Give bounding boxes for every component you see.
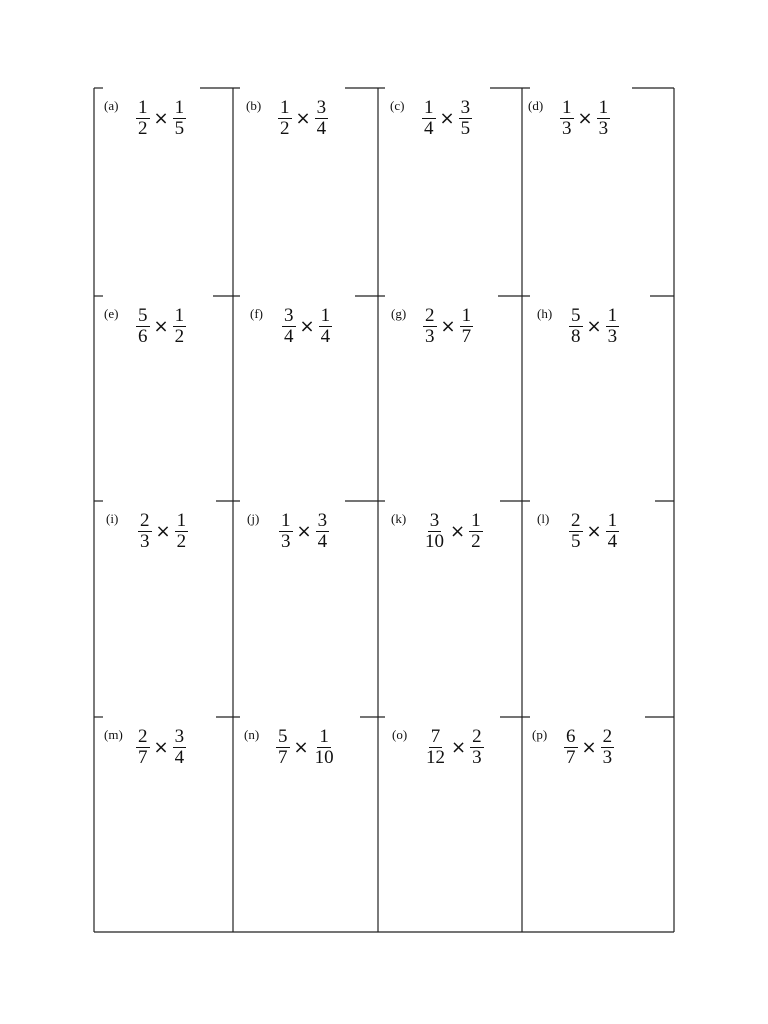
numerator: 1 xyxy=(607,304,618,326)
denominator: 4 xyxy=(284,325,294,347)
denominator: 10 xyxy=(314,746,334,768)
problem-label: (e) xyxy=(104,306,119,321)
multiply-sign: × xyxy=(451,736,467,758)
multiply-sign: × xyxy=(577,107,593,129)
numerator: 5 xyxy=(571,304,581,326)
fraction xyxy=(569,306,583,347)
fraction xyxy=(175,511,189,552)
denominator: 3 xyxy=(425,325,435,347)
problem-label: (c) xyxy=(390,98,405,113)
fraction xyxy=(173,306,187,347)
fraction-expression xyxy=(564,727,614,768)
fraction-expression xyxy=(136,306,186,347)
numerator: 1 xyxy=(280,96,290,118)
problem-label: (g) xyxy=(391,306,407,321)
problem-label: (o) xyxy=(392,727,408,742)
fraction xyxy=(564,727,578,768)
fraction xyxy=(282,306,296,347)
problem-e xyxy=(104,296,186,356)
numerator: 1 xyxy=(281,509,291,531)
denominator: 5 xyxy=(571,530,581,552)
fraction xyxy=(601,727,615,768)
problem-label: (i) xyxy=(106,511,119,526)
multiply-sign: × xyxy=(439,107,455,129)
numerator: 2 xyxy=(472,725,482,747)
problem-label: (b) xyxy=(246,98,262,113)
numerator: 3 xyxy=(429,509,440,531)
numerator: 1 xyxy=(471,509,481,531)
problem-g xyxy=(391,296,473,356)
fraction xyxy=(470,727,484,768)
problem-label: (h) xyxy=(537,306,553,321)
problem-label: (n) xyxy=(244,727,260,742)
problem-label: (p) xyxy=(532,727,548,742)
problem-p xyxy=(532,717,614,777)
problem-c xyxy=(390,88,472,148)
numerator: 1 xyxy=(424,96,434,118)
denominator: 2 xyxy=(280,117,290,139)
denominator: 12 xyxy=(426,746,445,768)
problem-label: (a) xyxy=(104,98,119,113)
denominator: 5 xyxy=(174,117,185,139)
numerator: 1 xyxy=(598,96,609,118)
denominator: 7 xyxy=(278,746,288,768)
multiply-sign: × xyxy=(296,520,312,542)
fraction xyxy=(136,306,150,347)
numerator: 1 xyxy=(320,304,331,326)
denominator: 4 xyxy=(174,746,185,768)
fraction-expression xyxy=(136,727,186,768)
fraction xyxy=(136,98,150,139)
fraction xyxy=(138,511,152,552)
denominator: 3 xyxy=(472,746,482,768)
multiply-sign: × xyxy=(450,520,466,542)
problem-k xyxy=(391,501,483,561)
denominator: 6 xyxy=(138,325,148,347)
fraction xyxy=(569,511,583,552)
problem-h xyxy=(537,296,619,356)
multiply-sign: × xyxy=(440,315,456,337)
numerator: 3 xyxy=(284,304,294,326)
problem-label: (m) xyxy=(104,727,123,742)
fraction xyxy=(313,727,336,768)
numerator: 2 xyxy=(602,725,613,747)
multiply-sign: × xyxy=(153,736,169,758)
numerator: 1 xyxy=(461,304,472,326)
fraction-expression xyxy=(423,511,483,552)
multiply-sign: × xyxy=(293,736,309,758)
fraction xyxy=(424,727,447,768)
fraction-expression xyxy=(136,98,186,139)
problem-n xyxy=(244,717,336,777)
fraction xyxy=(423,306,437,347)
fraction xyxy=(469,511,483,552)
multiply-sign: × xyxy=(153,107,169,129)
numerator: 1 xyxy=(319,725,329,747)
fraction-expression xyxy=(423,306,473,347)
problem-i xyxy=(106,501,188,561)
problem-d xyxy=(528,88,610,148)
problem-a xyxy=(104,88,186,148)
fraction xyxy=(606,511,620,552)
problem-f xyxy=(250,296,332,356)
numerator: 1 xyxy=(138,96,148,118)
numerator: 7 xyxy=(430,725,441,747)
fraction-expression xyxy=(569,306,619,347)
fraction-expression xyxy=(282,306,332,347)
fraction-expression xyxy=(138,511,188,552)
denominator: 3 xyxy=(281,530,291,552)
problem-j xyxy=(247,501,329,561)
denominator: 2 xyxy=(138,117,148,139)
multiply-sign: × xyxy=(299,315,315,337)
denominator: 3 xyxy=(562,117,572,139)
multiply-sign: × xyxy=(295,107,311,129)
numerator: 2 xyxy=(571,509,581,531)
fraction xyxy=(315,98,329,139)
multiply-sign: × xyxy=(581,736,597,758)
fraction-expression xyxy=(278,98,328,139)
denominator: 4 xyxy=(317,530,328,552)
denominator: 4 xyxy=(607,530,618,552)
numerator: 5 xyxy=(138,304,148,326)
problem-o xyxy=(392,717,484,777)
denominator: 2 xyxy=(174,325,185,347)
problem-b xyxy=(246,88,328,148)
fraction xyxy=(423,511,446,552)
problem-label: (k) xyxy=(391,511,407,526)
fraction xyxy=(276,727,290,768)
fraction xyxy=(606,306,620,347)
denominator: 5 xyxy=(460,117,471,139)
denominator: 2 xyxy=(471,530,481,552)
fraction xyxy=(422,98,436,139)
numerator: 3 xyxy=(316,96,327,118)
fraction xyxy=(173,727,187,768)
fraction xyxy=(597,98,611,139)
denominator: 7 xyxy=(566,746,576,768)
fraction-expression xyxy=(422,98,472,139)
denominator: 7 xyxy=(138,746,148,768)
denominator: 4 xyxy=(320,325,331,347)
fraction xyxy=(173,98,187,139)
numerator: 5 xyxy=(278,725,288,747)
fraction xyxy=(319,306,333,347)
numerator: 3 xyxy=(317,509,328,531)
denominator: 4 xyxy=(316,117,327,139)
fraction-expression xyxy=(424,727,484,768)
denominator: 3 xyxy=(598,117,609,139)
numerator: 2 xyxy=(425,304,435,326)
fraction xyxy=(136,727,150,768)
multiply-sign: × xyxy=(155,520,171,542)
fraction-expression xyxy=(560,98,610,139)
problem-label: (j) xyxy=(247,511,260,526)
numerator: 6 xyxy=(566,725,576,747)
fraction-expression xyxy=(569,511,619,552)
fraction xyxy=(316,511,330,552)
fraction xyxy=(459,98,473,139)
denominator: 3 xyxy=(602,746,613,768)
numerator: 1 xyxy=(174,304,185,326)
multiply-sign: × xyxy=(586,520,602,542)
problem-label: (f) xyxy=(250,306,263,321)
denominator: 8 xyxy=(571,325,581,347)
numerator: 1 xyxy=(174,96,185,118)
fraction xyxy=(460,306,474,347)
numerator: 1 xyxy=(176,509,187,531)
numerator: 1 xyxy=(562,96,572,118)
denominator: 10 xyxy=(425,530,444,552)
numerator: 2 xyxy=(138,725,148,747)
fraction-expression xyxy=(276,727,336,768)
multiply-sign: × xyxy=(153,315,169,337)
problem-l xyxy=(537,501,619,561)
fraction xyxy=(560,98,574,139)
numerator: 2 xyxy=(140,509,150,531)
numerator: 1 xyxy=(607,509,618,531)
problem-label: (l) xyxy=(537,511,550,526)
denominator: 3 xyxy=(607,325,618,347)
problem-m xyxy=(104,717,186,777)
denominator: 3 xyxy=(140,530,150,552)
denominator: 4 xyxy=(424,117,434,139)
numerator: 3 xyxy=(460,96,471,118)
fraction xyxy=(278,98,292,139)
fraction xyxy=(279,511,293,552)
denominator: 2 xyxy=(176,530,187,552)
multiply-sign: × xyxy=(586,315,602,337)
problem-label: (d) xyxy=(528,98,544,113)
fraction-expression xyxy=(279,511,329,552)
denominator: 7 xyxy=(461,325,472,347)
numerator: 3 xyxy=(174,725,185,747)
